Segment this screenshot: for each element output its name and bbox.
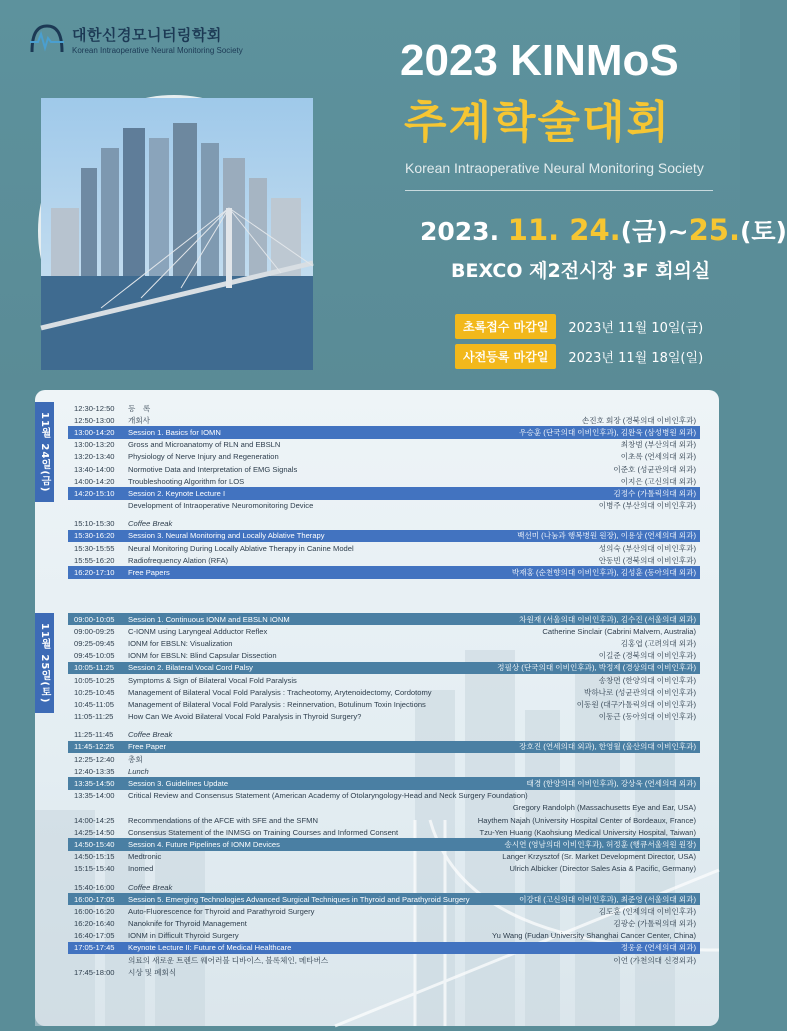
date-day1: 11. 24. xyxy=(507,213,621,247)
schedule-speaker: Tzu-Yen Huang (Kaohsiung Medical University Hospital, Taiwan) xyxy=(479,827,696,837)
schedule-time: 15:55-16:20 xyxy=(74,555,115,565)
schedule-title: Consensus Statement of the INMSG on Training Courses and Informed Consent xyxy=(128,827,399,837)
schedule-row xyxy=(68,402,700,414)
schedule-time: 16:40-17:05 xyxy=(74,931,115,941)
session-header-row xyxy=(68,838,700,850)
schedule-time: 14:00-14:20 xyxy=(74,476,115,486)
schedule-speaker: Catherine Sinclair (Cabrini Malvern, Australia) xyxy=(542,626,696,636)
schedule-time: 12:30-12:50 xyxy=(74,403,115,413)
schedule-title: Management of Bilateral Vocal Fold Paralysis : Tracheotomy, Arytenoidectomy, Cordotomy xyxy=(128,687,432,697)
schedule-title: Symptoms & Sign of Bilateral Vocal Fold Paralysis xyxy=(128,675,297,685)
schedule-speaker: 송창면 (한양의대 이비인후과) xyxy=(598,675,696,685)
schedule-speaker: 백선미 (나눔과 행복병원 원장), 이용상 (연세의대 외과) xyxy=(517,531,696,541)
schedule-speaker: 김홍엽 (고려의대 외과) xyxy=(620,638,696,648)
schedule-time: 12:40-13:35 xyxy=(74,766,115,776)
schedule-speaker: 김정수 (가톨릭의대 외과) xyxy=(613,488,696,498)
schedule-title: Session 1. Continuous IONM and EBSLN IONM xyxy=(128,614,290,624)
day1-tab: 11월 24일(금) xyxy=(35,402,54,502)
logo-korean-name: 대한신경모니터링학회 xyxy=(72,25,222,44)
schedule-title: Session 1. Basics for IOMN xyxy=(128,427,221,437)
registration-deadline-badge: 사전등록 마감일 xyxy=(455,344,556,369)
schedule-title: IONM for EBSLN: Blind Capsular Dissection xyxy=(128,651,277,661)
date-weekday2: (토) xyxy=(739,217,787,246)
schedule-time: 10:25-10:45 xyxy=(74,687,115,697)
schedule-time: 13:35-14:50 xyxy=(74,779,115,789)
schedule-title: Session 2. Keynote Lecture I xyxy=(128,488,226,498)
neural-logo-icon xyxy=(28,22,66,56)
schedule-time: 15:40-16:00 xyxy=(74,882,115,892)
schedule-row xyxy=(68,881,700,893)
schedule-speaker: 최창범 (부산의대 외과) xyxy=(620,440,696,450)
schedule-row xyxy=(68,790,700,802)
schedule-row xyxy=(68,686,700,698)
schedule-speaker: Langer Krzysztof (Sr. Market Development Director, USA) xyxy=(502,852,696,862)
schedule-speaker: 이병주 (부산의대 이비인후과) xyxy=(598,501,696,511)
schedule-row xyxy=(68,966,700,978)
schedule-row xyxy=(68,918,700,930)
schedule-speaker: Yu Wang (Fudan University Shanghai Cancer Center, China) xyxy=(491,931,696,941)
schedule-title: Inomed xyxy=(128,864,154,874)
schedule-speaker: 이준호 (성균관의대 외과) xyxy=(613,464,696,474)
session-header-row xyxy=(68,662,700,674)
schedule-title: 시상 및 폐회식 xyxy=(128,967,177,977)
event-title-korean: 추계학술대회 xyxy=(404,97,672,148)
session-header-row xyxy=(68,613,700,625)
schedule-time: 13:20-13:40 xyxy=(74,452,115,462)
session-header-row xyxy=(68,566,700,578)
schedule-speaker: 이길준 (경북의대 이비인후과) xyxy=(598,651,696,661)
schedule-row xyxy=(68,625,700,637)
schedule-time: 15:15-15:40 xyxy=(74,864,115,874)
schedule-speaker: 이동원 (대구가톨릭의대 이비인후과) xyxy=(576,699,696,709)
schedule-title: 총회 xyxy=(128,754,143,764)
schedule-time: 14:20-15:10 xyxy=(74,488,115,498)
schedule-title: Development of Intraoperative Neuromonitoring Device xyxy=(128,501,314,511)
schedule-title: Session 5. Emerging Technologies Advanced Surgical Techniques in Thyroid and Parathyroid Surgery xyxy=(128,894,470,904)
schedule-time: 11:05-11:25 xyxy=(74,712,114,722)
society-logo xyxy=(28,22,243,56)
schedule-time: 10:45-11:05 xyxy=(74,699,114,709)
schedule-time: 17:45-18:00 xyxy=(74,967,115,977)
schedule-row xyxy=(68,554,700,566)
schedule-speaker: 정필상 (단국의대 이비인후과), 박정제 (경상의대 이비인후과) xyxy=(497,663,696,673)
schedule-row xyxy=(68,698,700,710)
schedule-time: 09:25-09:45 xyxy=(74,638,115,648)
day1-schedule xyxy=(68,402,700,579)
schedule-row xyxy=(68,729,700,741)
session-header-row xyxy=(68,741,700,753)
schedule-row xyxy=(68,475,700,487)
schedule-time: 13:35-14:00 xyxy=(74,791,115,801)
schedule-row xyxy=(68,637,700,649)
schedule-time: 16:20-17:10 xyxy=(74,568,115,578)
event-title-english: 2023 KINMoS xyxy=(400,36,679,85)
schedule-speaker: 장호진 (연세의대 외과), 한영월 (울산의대 이비인후과) xyxy=(519,742,696,752)
schedule-time: 09:00-09:25 xyxy=(74,626,115,636)
schedule-time: 09:45-10:05 xyxy=(74,651,115,661)
event-dates xyxy=(420,212,787,248)
program-panel xyxy=(35,390,719,1026)
schedule-row xyxy=(68,826,700,838)
schedule-speaker: 태경 (한양의대 이비인후과), 강상욱 (연세의대 외과) xyxy=(526,779,696,789)
registration-deadline xyxy=(455,344,703,369)
schedule-title: Keynote Lecture II: Future of Medical Healthcare xyxy=(128,943,292,953)
abstract-deadline-badge: 초록접수 마감일 xyxy=(455,314,556,339)
event-venue: BEXCO 제2전시장 3F 회의실 xyxy=(451,260,711,282)
schedule-speaker: 이강대 (고신의대 이비인후과), 최준영 (서울의대 외과) xyxy=(519,894,696,904)
schedule-row xyxy=(68,863,700,875)
schedule-row xyxy=(68,414,700,426)
logo-english-name: Korean Intraoperative Neural Monitoring Society xyxy=(72,45,243,55)
schedule-title: Nanoknife for Thyroid Management xyxy=(128,919,247,929)
schedule-speaker: 손진호 회장 (경북의대 이비인후과) xyxy=(581,415,696,425)
schedule-row xyxy=(68,451,700,463)
session-header-row xyxy=(68,777,700,789)
schedule-speaker: 박재홍 (순천향의대 이비인후과), 김성훈 (동아의대 외과) xyxy=(511,568,696,578)
schedule-time: 10:05-10:25 xyxy=(74,675,115,685)
schedule-speaker: 박하나로 (성균관의대 이비인후과) xyxy=(584,687,696,697)
session-header-row xyxy=(68,530,700,542)
schedule-row xyxy=(68,814,700,826)
schedule-row xyxy=(68,518,700,530)
schedule-row xyxy=(68,954,700,966)
schedule-row xyxy=(68,500,700,512)
schedule-time: 16:00-17:05 xyxy=(74,894,115,904)
schedule-row xyxy=(68,753,700,765)
schedule-row xyxy=(68,802,700,814)
schedule-row xyxy=(68,930,700,942)
schedule-time: 16:00-16:20 xyxy=(74,906,115,916)
schedule-title: IONM for EBSLN: Visualization xyxy=(128,638,233,648)
header-divider xyxy=(405,190,713,191)
schedule-title: Session 3. Guidelines Update xyxy=(128,779,229,789)
schedule-title: Free Papers xyxy=(128,568,170,578)
date-year: 2023. xyxy=(420,217,500,246)
abstract-deadline-date: 2023년 11월 10일(금) xyxy=(568,321,704,336)
session-header-row xyxy=(68,942,700,954)
busan-city-photo xyxy=(38,95,310,367)
schedule-speaker: Haythem Najah (University Hospital Center of Bordeaux, France) xyxy=(477,815,696,825)
schedule-speaker: 이초록 (연세의대 외과) xyxy=(620,452,696,462)
schedule-row xyxy=(68,711,700,723)
schedule-title: Coffee Break xyxy=(128,519,173,529)
schedule-title: 개회사 xyxy=(128,415,151,425)
registration-deadline-date: 2023년 11월 18일(일) xyxy=(568,351,704,366)
schedule-time: 15:10-15:30 xyxy=(74,519,115,529)
date-tilde: ~ xyxy=(667,217,689,246)
schedule-time: 14:25-14:50 xyxy=(74,827,115,837)
schedule-title: Auto-Fluorescence for Thyroid and Parathyroid Surgery xyxy=(128,906,315,916)
day2-schedule xyxy=(68,613,700,978)
day2-tab: 11월 25일(토) xyxy=(35,613,54,713)
schedule-row xyxy=(68,650,700,662)
schedule-time: 14:00-14:25 xyxy=(74,815,115,825)
schedule-time: 11:25-11:45 xyxy=(74,730,114,740)
schedule-time: 12:50-13:00 xyxy=(74,415,115,425)
schedule-speaker: 성의숙 (부산의대 이비인후과) xyxy=(598,543,696,553)
schedule-row xyxy=(68,765,700,777)
schedule-title: Gross and Microanatomy of RLN and EBSLN xyxy=(128,440,281,450)
schedule-time: 10:05-11:25 xyxy=(74,663,114,673)
schedule-title: Radiofrequency Alation (RFA) xyxy=(128,555,229,565)
schedule-title: Medtronic xyxy=(128,852,162,862)
session-header-row xyxy=(68,426,700,438)
schedule-title: Management of Bilateral Vocal Fold Paralysis : Reinnervation, Botulinum Toxin Injections xyxy=(128,699,426,709)
schedule-row xyxy=(68,439,700,451)
schedule-speaker: 정웅윤 (연세의대 외과) xyxy=(620,943,696,953)
schedule-title: How Can We Avoid Bilateral Vocal Fold Paralysis in Thyroid Surgery? xyxy=(128,712,362,722)
schedule-time: 16:20-16:40 xyxy=(74,919,115,929)
schedule-title: Neural Monitoring During Locally Ablative Therapy in Canine Model xyxy=(128,543,354,553)
event-subtitle: Korean Intraoperative Neural Monitoring Society xyxy=(405,160,704,176)
schedule-speaker: 이언 (가천의대 신경외과) xyxy=(613,955,696,965)
schedule-time: 09:00-10:05 xyxy=(74,614,115,624)
schedule-time: 13:00-13:20 xyxy=(74,440,115,450)
session-header-row xyxy=(68,487,700,499)
schedule-title: Free Paper xyxy=(128,742,166,752)
schedule-speaker: Gregory Randolph (Massachusetts Eye and Ear, USA) xyxy=(512,803,696,813)
schedule-time: 12:25-12:40 xyxy=(74,754,115,764)
schedule-time: 17:05-17:45 xyxy=(74,943,115,953)
schedule-speaker: 김도훈 (인제의대 이비인후과) xyxy=(598,906,696,916)
schedule-speaker: Ulrich Albicker (Director Sales Asia & Pacific, Germany) xyxy=(509,864,696,874)
schedule-time: 13:00-14:20 xyxy=(74,427,115,437)
schedule-time: 14:50-15:40 xyxy=(74,839,115,849)
date-weekday1: (금) xyxy=(620,217,668,246)
schedule-title: Physiology of Nerve Injury and Regeneration xyxy=(128,452,279,462)
schedule-title: Session 3. Neural Monitoring and Locally Ablative Therapy xyxy=(128,531,325,541)
schedule-time: 14:50-15:15 xyxy=(74,852,115,862)
schedule-speaker: 김광순 (가톨릭의대 외과) xyxy=(613,919,696,929)
schedule-title: 등 록 xyxy=(128,403,151,413)
schedule-title: Lunch xyxy=(128,766,149,776)
schedule-row xyxy=(68,542,700,554)
schedule-row xyxy=(68,463,700,475)
session-header-row xyxy=(68,893,700,905)
schedule-time: 15:30-15:55 xyxy=(74,543,115,553)
schedule-title: Coffee Break xyxy=(128,882,173,892)
schedule-title: Normotive Data and Interpretation of EMG Signals xyxy=(128,464,298,474)
schedule-time: 13:40-14:00 xyxy=(74,464,115,474)
schedule-row xyxy=(68,905,700,917)
schedule-row xyxy=(68,851,700,863)
schedule-row xyxy=(68,674,700,686)
schedule-title: 의료의 새로운 트렌드 웨어러블 디바이스, 블록체인, 메타버스 xyxy=(128,955,329,965)
schedule-speaker: 차원재 (서울의대 이비인후과), 김수진 (서울의대 외과) xyxy=(519,614,696,624)
schedule-title: Session 2. Bilateral Vocal Cord Palsy xyxy=(128,663,253,673)
schedule-speaker: 이동근 (동아의대 이비인후과) xyxy=(598,712,696,722)
schedule-title: Troubleshooting Algorithm for LOS xyxy=(128,476,245,486)
schedule-title: Coffee Break xyxy=(128,730,173,740)
date-day2: 25. xyxy=(688,213,740,247)
schedule-time: 15:30-16:20 xyxy=(74,531,115,541)
poster-header xyxy=(0,0,787,390)
abstract-deadline xyxy=(455,314,703,339)
schedule-speaker: 송시연 (영남의대 이비인후과), 허정훈 (행큐서울의원 원장) xyxy=(504,839,696,849)
schedule-time: 11:45-12:25 xyxy=(74,742,114,752)
schedule-speaker: 이지은 (고신의대 외과) xyxy=(620,476,696,486)
schedule-title: Recommendations of the AFCE with SFE and the SFMN xyxy=(128,815,318,825)
schedule-speaker: 우승훈 (단국의대 이비인후과), 김완욱 (삼성병원 외과) xyxy=(519,427,696,437)
schedule-title: C-IONM using Laryngeal Adductor Reflex xyxy=(128,626,268,636)
schedule-speaker: 안동빈 (경북의대 이비인후과) xyxy=(598,555,696,565)
schedule-title: IONM in Difficult Thyroid Surgery xyxy=(128,931,239,941)
schedule-title: Critical Review and Consensus Statement (American Academy of Otolaryngology-Head and Neck Surgery Foundation) xyxy=(128,791,528,801)
schedule-title: Session 4. Future Pipelines of IONM Devices xyxy=(128,839,280,849)
